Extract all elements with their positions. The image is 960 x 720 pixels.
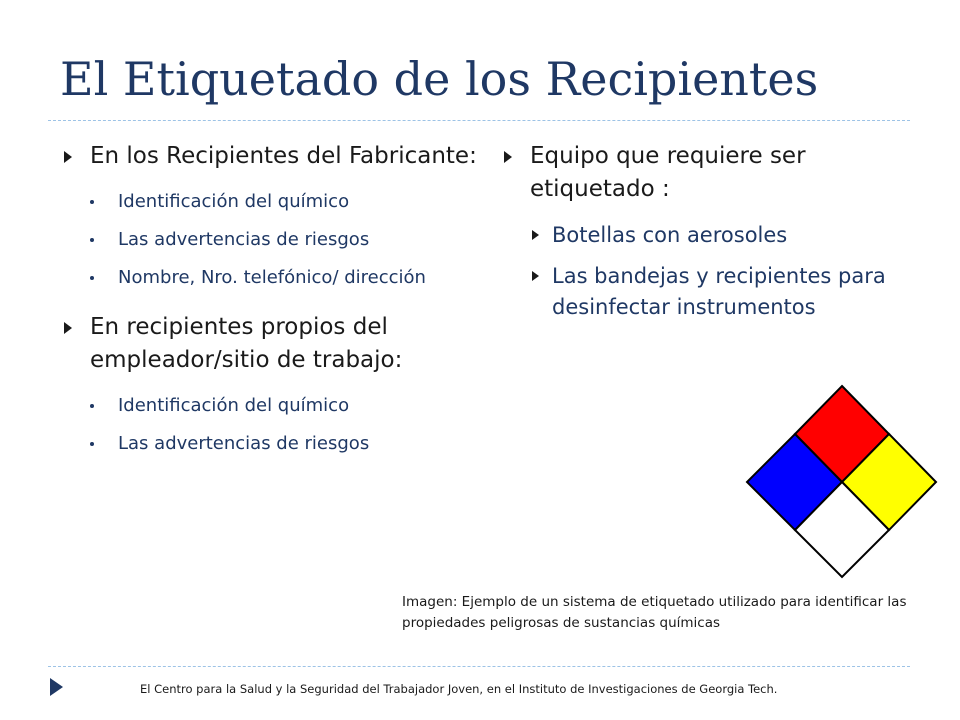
sub-list-item-label: Identificación del químico — [118, 191, 350, 212]
dot-bullet-icon — [90, 404, 94, 408]
nfpa-704-diamond-icon — [742, 384, 942, 580]
triangle-bullet-icon — [64, 322, 72, 334]
sub-list-item — [56, 429, 486, 459]
sub-list-item-label: Nombre, Nro. telefónico/ dirección — [118, 267, 426, 288]
triangle-bullet-icon — [64, 151, 72, 163]
sub-list-item-label: Botellas con aerosoles — [552, 223, 788, 247]
sub-list-item-label: Las advertencias de riesgos — [118, 433, 370, 454]
sub-list-item — [56, 225, 486, 255]
dot-bullet-icon — [90, 276, 94, 280]
triangle-bullet-icon — [532, 230, 539, 240]
sub-list-item — [496, 220, 916, 251]
title-divider — [48, 120, 910, 121]
sub-list-item-label: Las bandejas y recipientes para desinfectar instrumentos — [552, 264, 886, 319]
sub-list-item-label: Las advertencias de riesgos — [118, 229, 370, 250]
dot-bullet-icon — [90, 238, 94, 242]
sub-list-item — [56, 263, 486, 293]
sub-list-item — [56, 187, 486, 217]
dot-bullet-icon — [90, 442, 94, 446]
footer-credit: El Centro para la Salud y la Seguridad del Trabajador Joven, en el Instituto de Investigaciones de Georgia Tech. — [140, 682, 778, 696]
footer-divider — [48, 666, 910, 667]
list-item-manufacturer — [56, 140, 486, 173]
dot-bullet-icon — [90, 200, 94, 204]
image-caption: Imagen: Ejemplo de un sistema de etiquetado utilizado para identificar las propiedades peligrosas de sustancias químicas — [402, 594, 907, 631]
triangle-bullet-icon — [504, 151, 512, 163]
sub-list-item — [56, 391, 486, 421]
list-item-employer — [56, 311, 486, 377]
page-title: El Etiquetado de los Recipientes — [60, 52, 819, 106]
right-column — [496, 140, 916, 333]
footer-arrow-icon — [50, 678, 63, 696]
sub-list-item — [496, 261, 916, 323]
list-item-equipment — [496, 140, 916, 206]
left-column — [56, 140, 486, 467]
sub-list-item-label: Identificación del químico — [118, 395, 350, 416]
list-item-label: Equipo que requiere ser etiquetado : — [530, 143, 806, 202]
list-item-label: En recipientes propios del empleador/sitio de trabajo: — [90, 314, 403, 373]
triangle-bullet-icon — [532, 271, 539, 281]
list-item-label: En los Recipientes del Fabricante: — [90, 143, 477, 169]
